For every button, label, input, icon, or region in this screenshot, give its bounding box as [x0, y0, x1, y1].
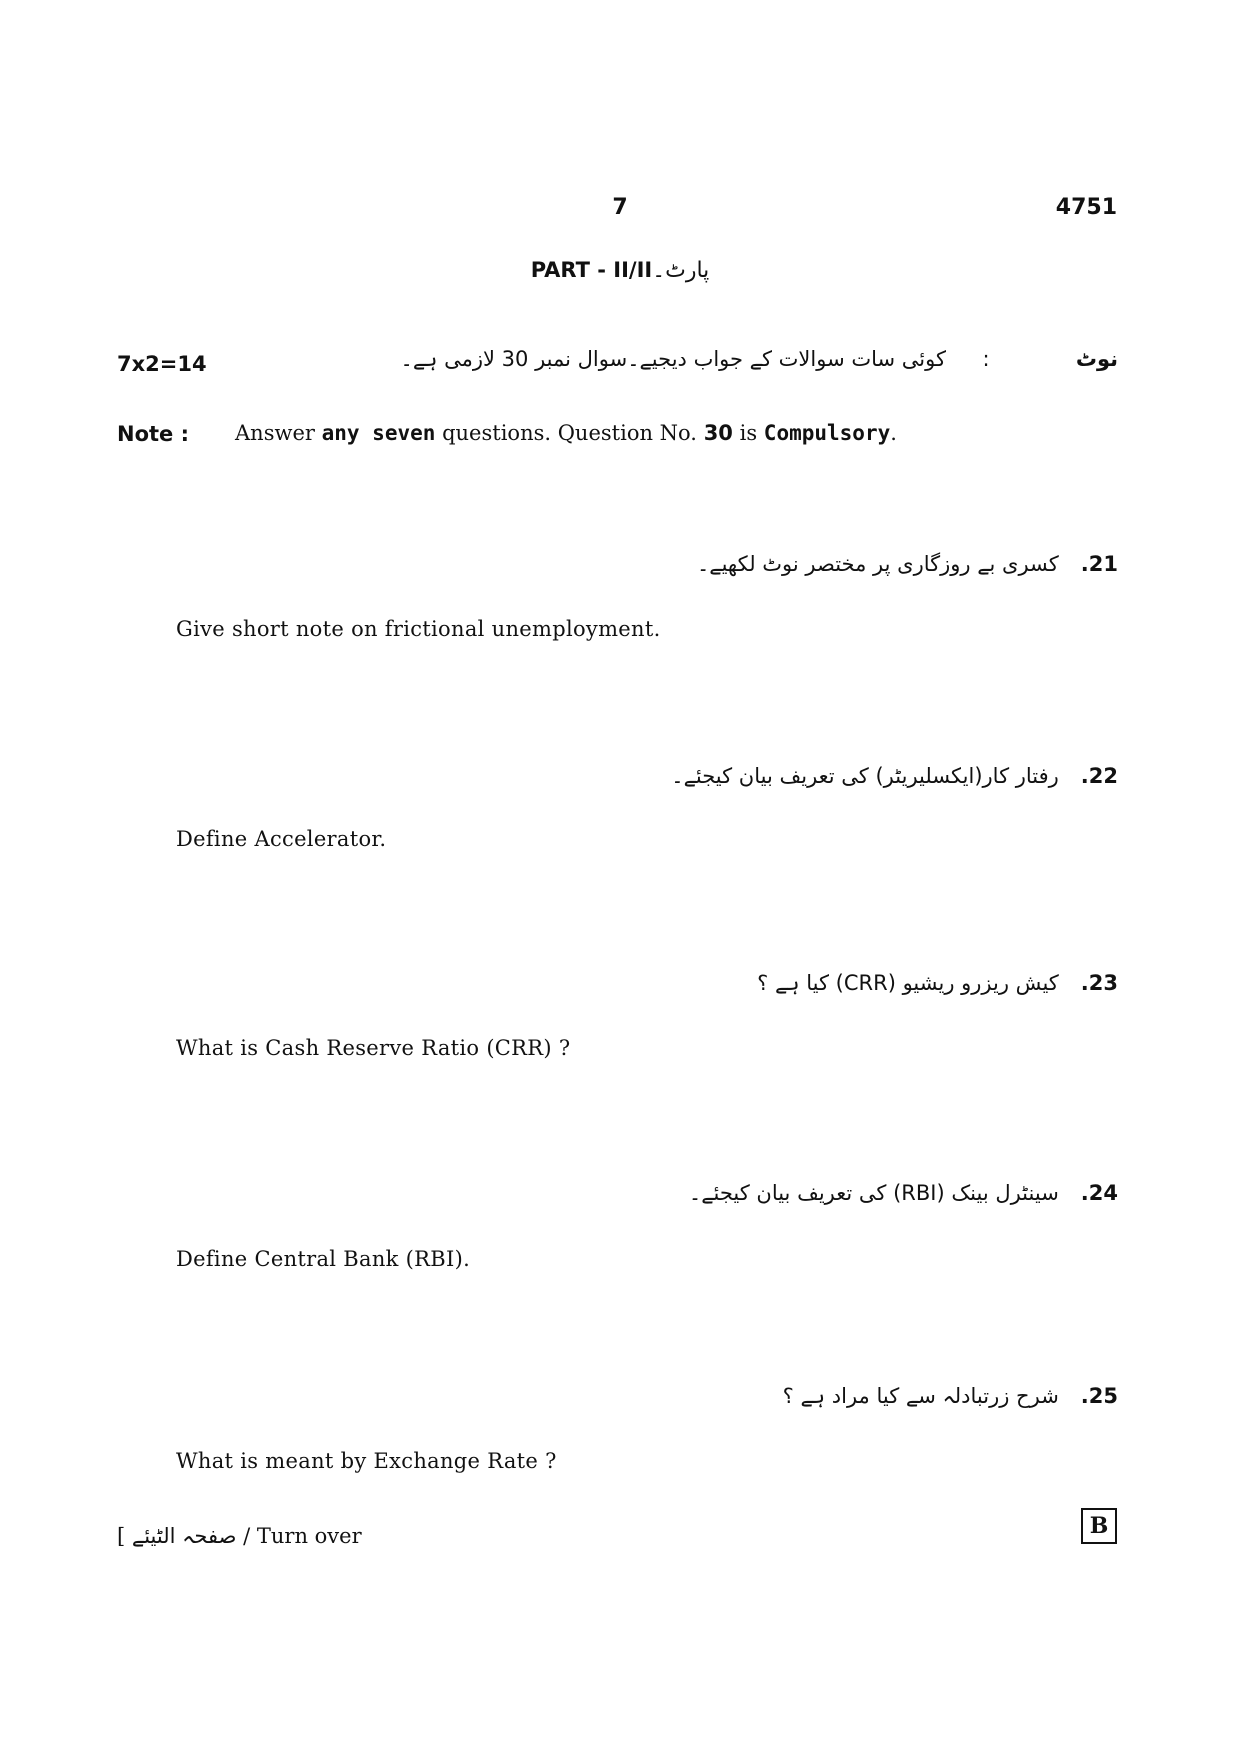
page-number: 7: [612, 195, 628, 220]
question-english: Give short note on frictional unemployment.: [176, 617, 661, 641]
note-text: [235, 421, 897, 445]
question-english: Define Central Bank (RBI).: [176, 1247, 471, 1271]
urdu-note-label: نوٹ: [1075, 347, 1118, 371]
note-mid: questions. Question No.: [442, 421, 697, 445]
question-urdu-text: رفتار کار(ایکسلیریٹر) کی تعریف بیان کیجئے۔: [671, 764, 1059, 788]
note-label: Note :: [117, 422, 189, 446]
note-is: is: [739, 421, 758, 445]
question-number: .24: [1080, 1181, 1118, 1205]
question-urdu: [783, 1384, 1118, 1408]
turn-over-separator: /: [243, 1524, 251, 1548]
urdu-note: [401, 347, 1118, 371]
question-urdu-text: کسری بے روزگاری پر مختصر نوٹ لکھیے۔: [696, 552, 1059, 576]
paper-code: 4751: [1055, 195, 1117, 220]
question-number: .21: [1080, 552, 1118, 576]
question-urdu: [697, 552, 1118, 576]
question-english: What is Cash Reserve Ratio (CRR) ?: [176, 1036, 571, 1060]
question-urdu: [689, 1181, 1118, 1205]
question-urdu: [757, 971, 1118, 995]
note-any-seven: any seven: [321, 421, 436, 445]
part-title-en: PART - II/II: [530, 258, 653, 282]
part-title: [0, 258, 1240, 283]
booklet-code-box: B: [1081, 1508, 1117, 1544]
note-compulsory: Compulsory: [763, 421, 891, 445]
note-question-number: 30: [703, 421, 733, 445]
note-pre: Answer: [235, 421, 315, 445]
question-urdu: [671, 764, 1118, 788]
note-end: .: [890, 421, 897, 445]
question-urdu-text: کیش ریزرو ریشیو (CRR) کیا ہے ؟: [757, 971, 1059, 995]
question-number: .25: [1080, 1384, 1118, 1408]
question-urdu-text: سینٹرل بینک (RBI) کی تعریف بیان کیجئے۔: [688, 1181, 1059, 1205]
question-urdu-text: شرح زرتبادلہ سے کیا مراد ہے ؟: [782, 1384, 1059, 1408]
marks-allocation: 7x2=14: [117, 352, 207, 376]
question-english: Define Accelerator.: [176, 827, 387, 851]
question-number: .23: [1080, 971, 1118, 995]
question-english: What is meant by Exchange Rate ?: [176, 1449, 557, 1473]
turn-over-english: Turn over: [256, 1524, 362, 1548]
part-title-ur: پارٹ۔: [652, 258, 710, 283]
question-number: .22: [1080, 764, 1118, 788]
urdu-note-text: کوئی سات سوالات کے جواب دیجیے۔سوال نمبر 30 لازمی ہے۔: [400, 347, 946, 371]
turn-over-bracket: [: [117, 1524, 126, 1548]
turn-over-urdu: صفحہ الٹیئے: [131, 1524, 237, 1548]
urdu-note-colon: :: [982, 347, 990, 371]
turn-over-note: [117, 1524, 362, 1548]
